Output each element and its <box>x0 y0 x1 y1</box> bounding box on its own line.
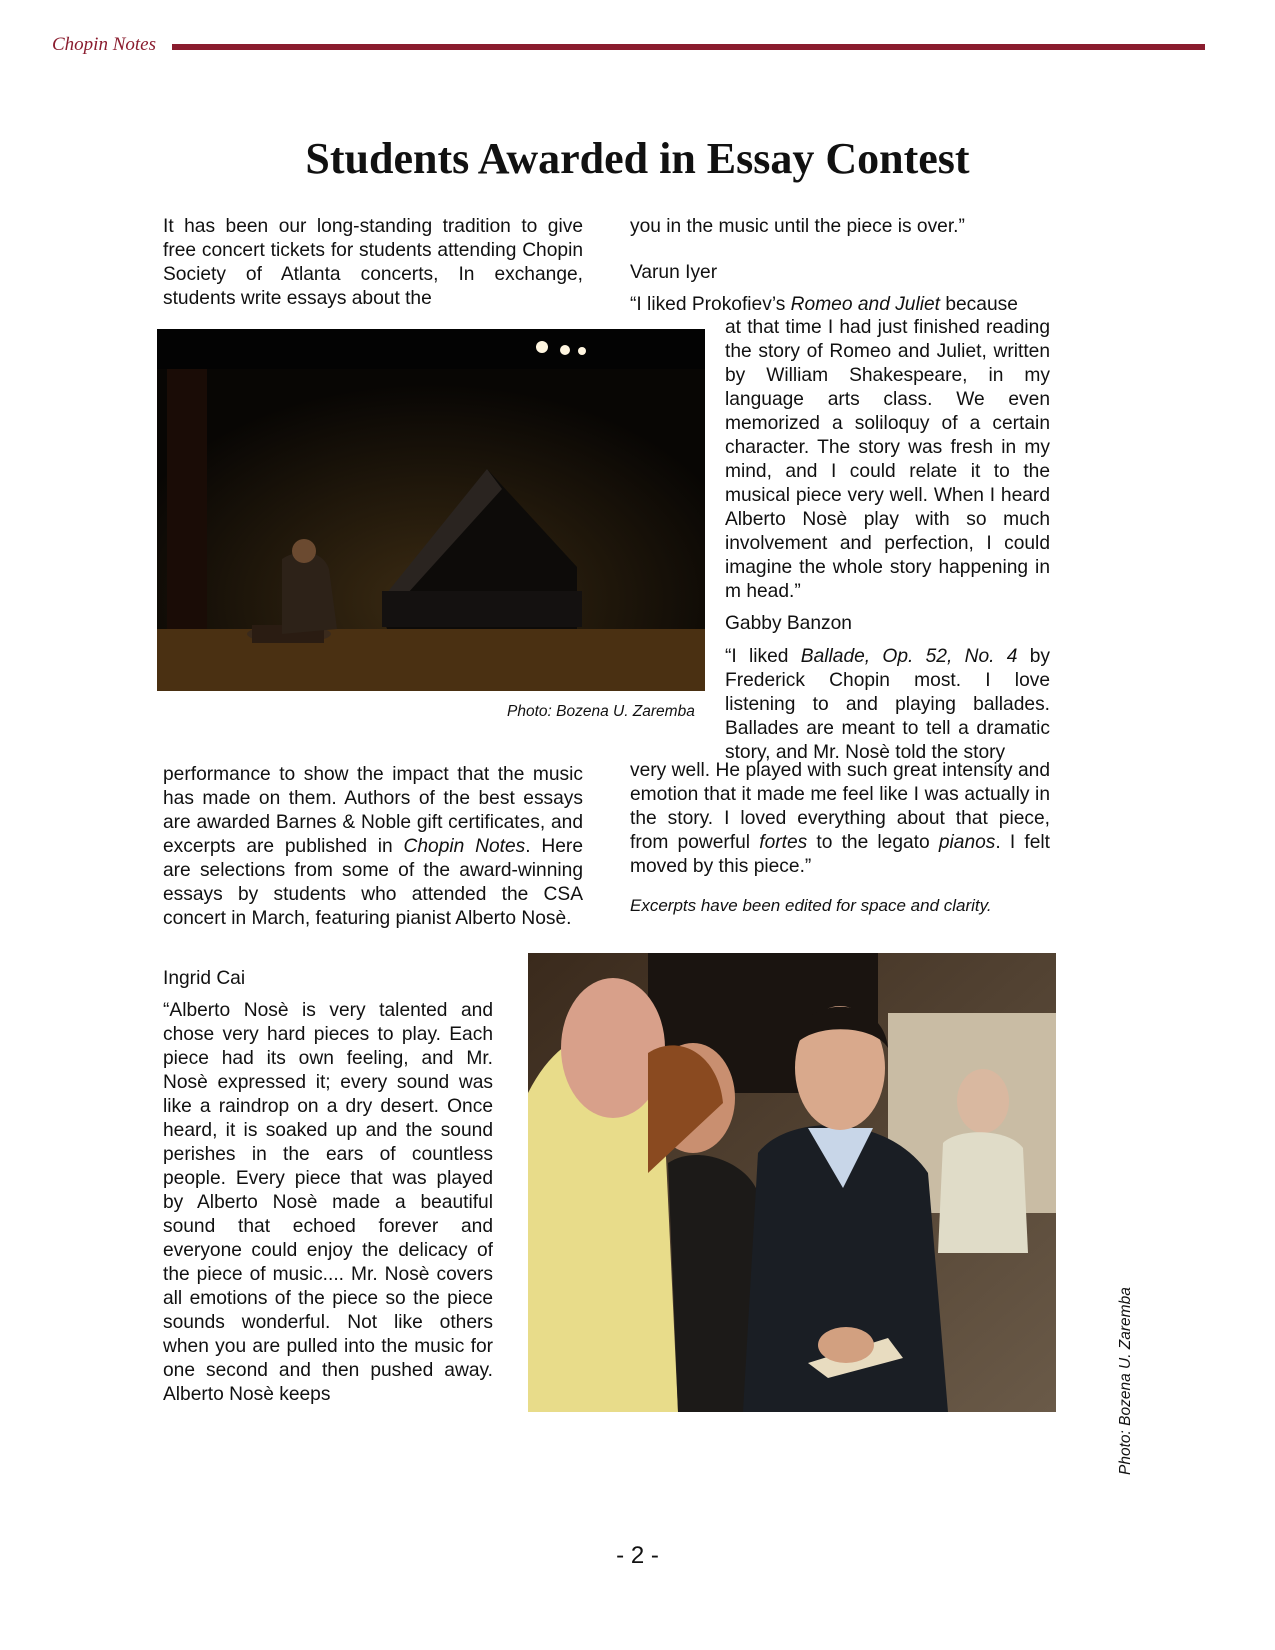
essay-excerpt-ingrid-continued: you in the music until the piece is over.” <box>630 216 965 237</box>
intro-paragraph-part2: performance to show the impact that the music has made on them. Authors of the best essays are awarded Barnes & Noble gift certificates, and excerpts are published in Chopin Notes. Here are selections from some of the award-winning essays by students who attended the CSA concert in March, featuring pianist Alberto Nosè. <box>163 764 583 929</box>
intro-paragraph-part1: It has been our long-standing tradition to give free concert tickets for students attending Chopin Society of Atlanta concerts, In exchange, students write essays about the <box>163 216 583 309</box>
autograph-signing-photo <box>528 953 1056 1412</box>
essay-excerpt-gabby-continued: very well. He played with such great intensity and emotion that it made me feel like I was actually in the story. I loved everything about that piece, from powerful fortes to the legato pianos. I felt moved by this piece.” <box>630 760 1050 877</box>
publication-name: Chopin Notes <box>403 836 526 857</box>
editorial-note: Excerpts have been edited for space and clarity. <box>630 896 992 915</box>
student-name-gabby: Gabby Banzon <box>725 613 852 634</box>
newsletter-name: Chopin Notes <box>52 34 156 55</box>
essay-excerpt-gabby: “I liked Ballade, Op. 52, No. 4 by Frederick Chopin most. I love listening to and playing ballades. Ballades are meant to tell a dramatic story, and Mr. Nosè told the story <box>725 646 1050 763</box>
essay-excerpt-varun: at that time I had just finished reading the story of Romeo and Juliet, written by William Shakespeare, in my language arts class. We even memorized a soliloquy of a certain character. The story was fresh in my mind, and I could relate it to the musical piece very well. When I heard Alberto Nosè play with so much involvement and perfection, I could imagine the whole story happening in m head.” <box>725 317 1050 602</box>
article-title: Students Awarded in Essay Contest <box>305 134 970 183</box>
essay-excerpt-varun-line1: “I liked Prokofiev’s Romeo and Juliet because <box>630 294 1018 315</box>
header-rule <box>172 44 1205 50</box>
student-name-ingrid: Ingrid Cai <box>163 968 246 989</box>
student-name-varun: Varun Iyer <box>630 262 718 283</box>
page-number: - 2 - <box>616 1542 659 1569</box>
piano-photo-credit: Photo: Bozena U. Zaremba <box>507 703 695 720</box>
piano-performance-photo <box>157 329 705 691</box>
signing-photo-credit: Photo: Bozena U. Zaremba <box>1117 1287 1134 1475</box>
essay-excerpt-ingrid: “Alberto Nosè is very talented and chose very hard pieces to play. Each piece had its own feeling, and Mr. Nosè expressed it; every sound was like a raindrop on a dry desert. Once heard, it is soaked up and the sound perishes in the ears of countless people. Every piece that was played by Alberto Nosè made a beautiful sound that echoed forever and everyone could enjoy the delicacy of the piece of music.... Mr. Nosè covers all emotions of the piece so the piece sounds wonderful. Not like others when you are pulled into the music for one second and then pushed away. Alberto Nosè keeps <box>163 1000 493 1405</box>
